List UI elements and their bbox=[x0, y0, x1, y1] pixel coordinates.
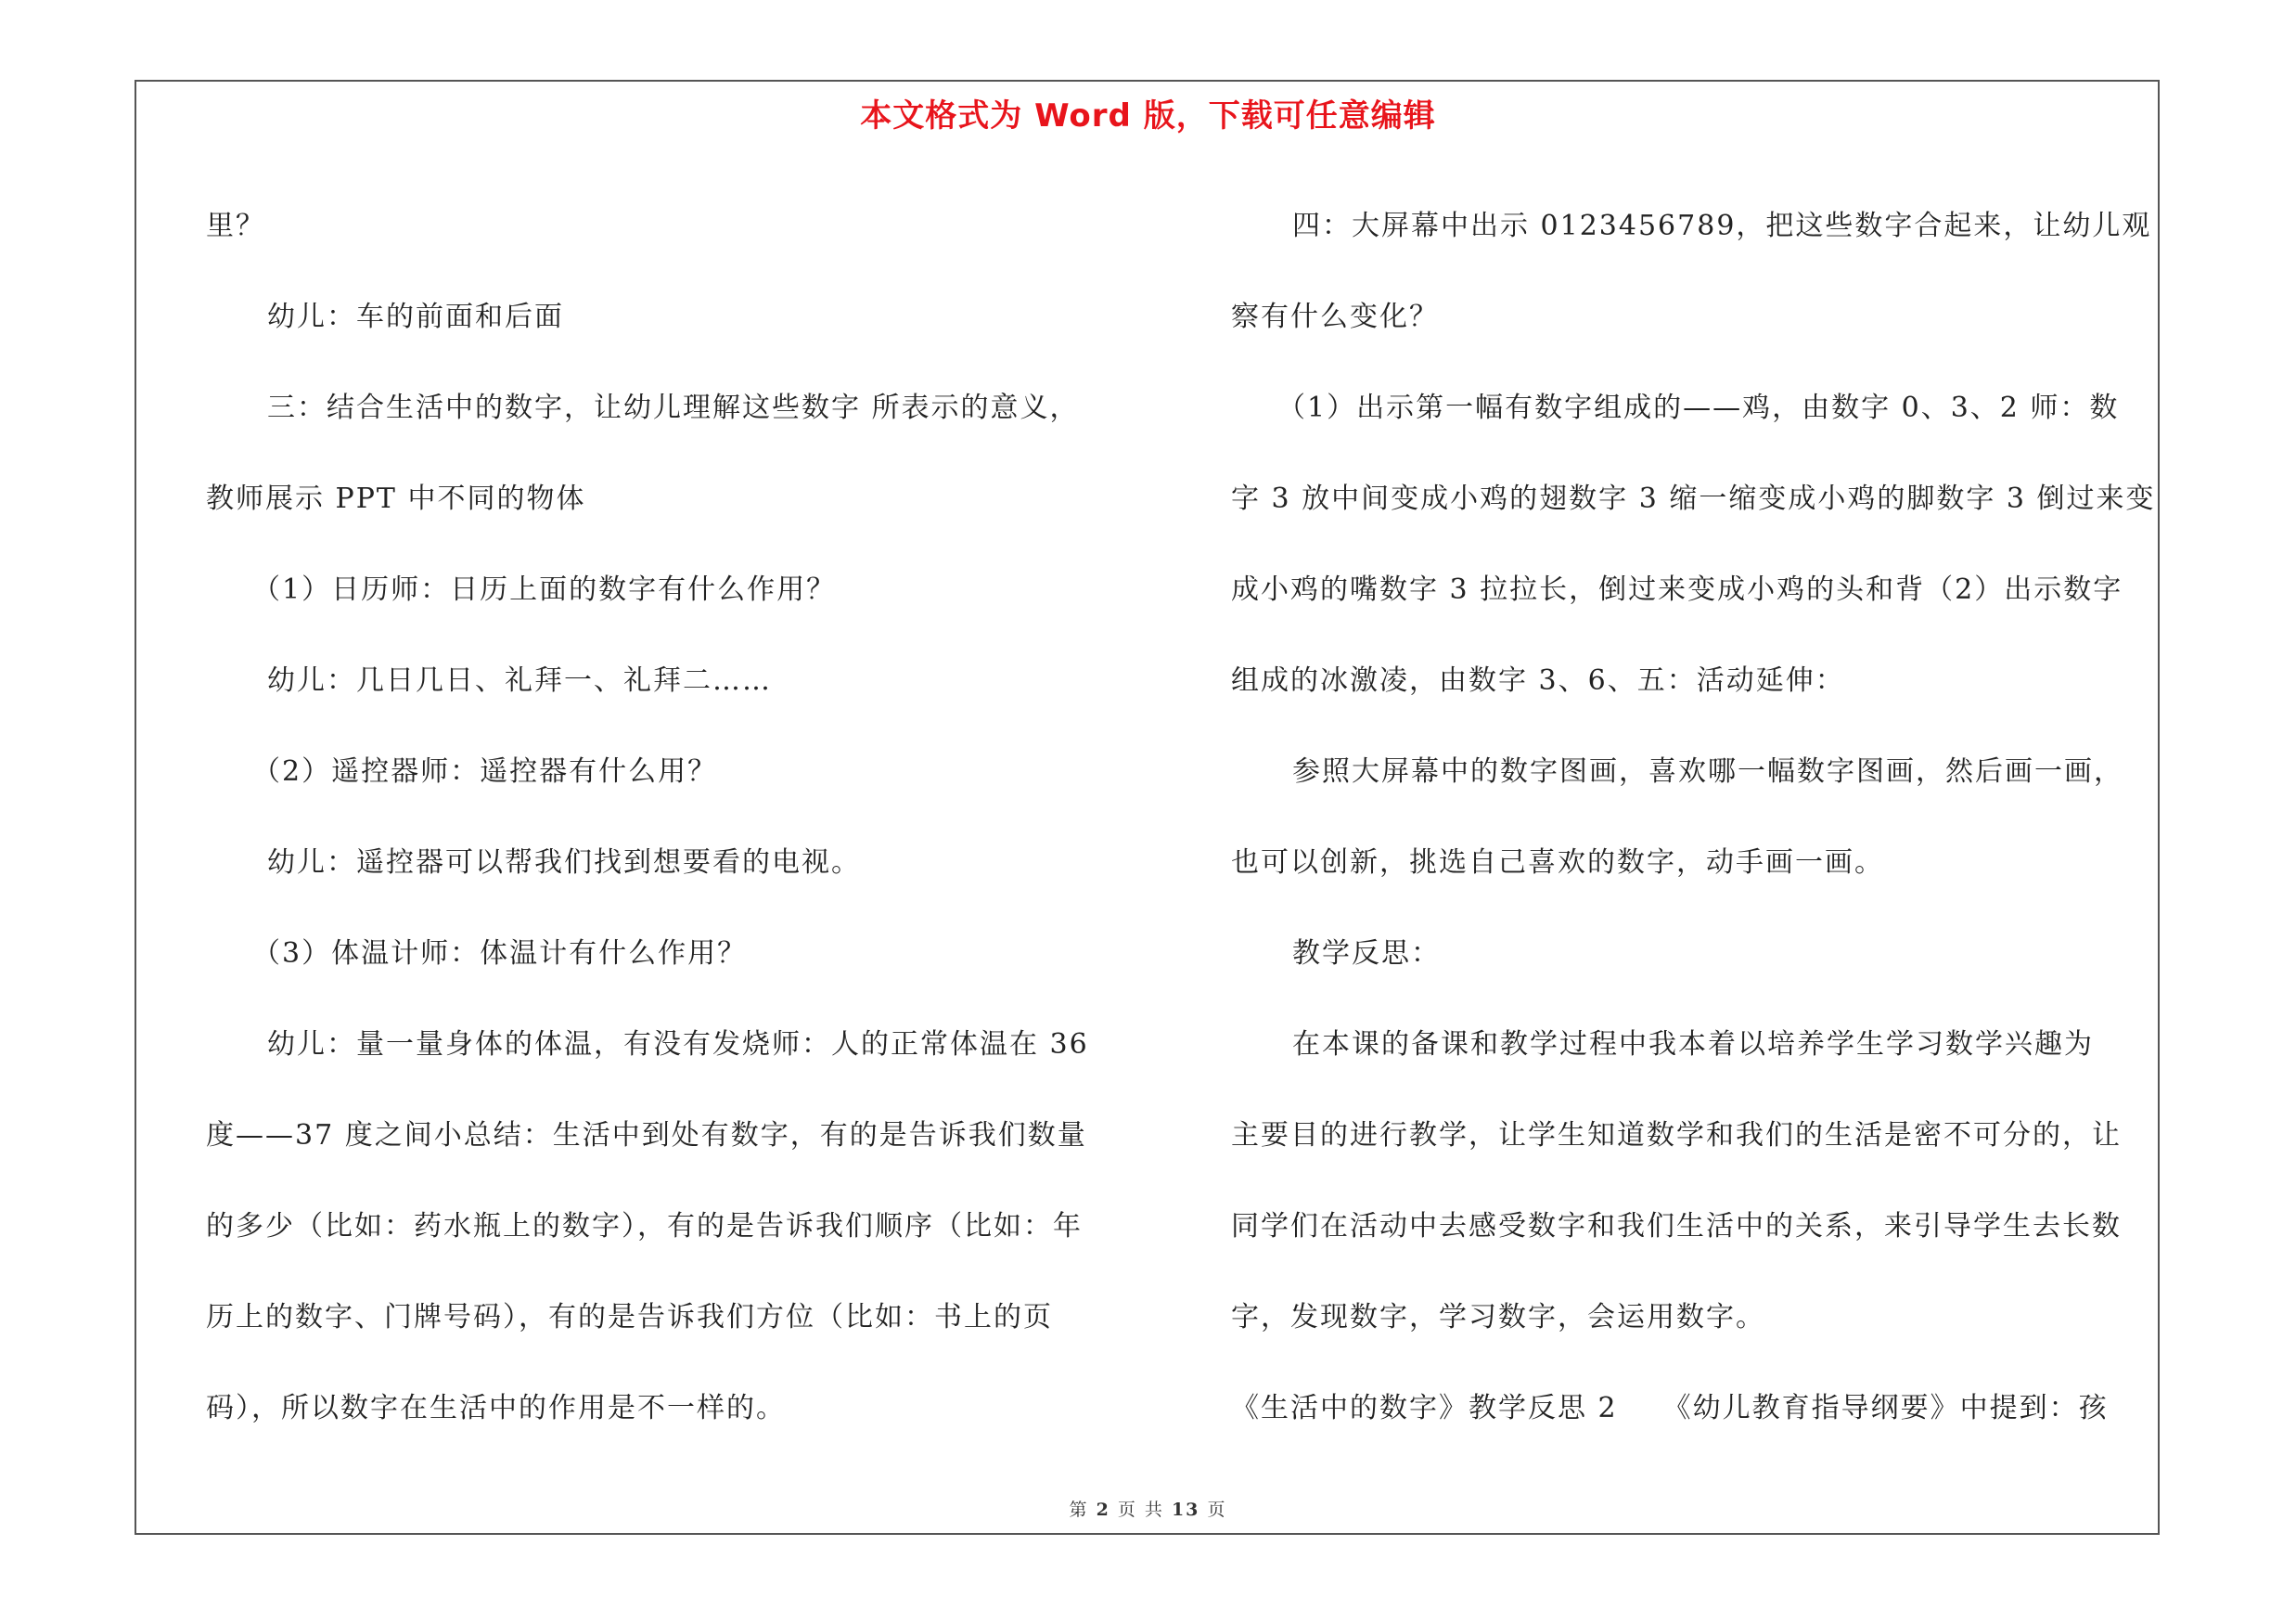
footer-middle: 页 共 bbox=[1117, 1500, 1164, 1520]
text-line: 也可以创新，挑选自己喜欢的数字，动手画一画。 bbox=[1231, 846, 1884, 879]
text-line: 字 3 放中间变成小鸡的翅数字 3 缩一缩变成小鸡的脚数字 3 倒过来变 bbox=[1231, 483, 2156, 515]
text-line: （3）体温计师：体温计有什么作用？ bbox=[252, 937, 748, 970]
text-line: 成小鸡的嘴数字 3 拉拉长，倒过来变成小鸡的头和背（2）出示数字 bbox=[1231, 573, 2123, 606]
text-line: （1）日历师：日历上面的数字有什么作用？ bbox=[252, 573, 837, 606]
text-line: （2）遥控器师：遥控器有什么用？ bbox=[252, 755, 718, 788]
total-page-count: 13 bbox=[1171, 1500, 1200, 1520]
text-line: 幼儿：车的前面和后面 bbox=[267, 301, 564, 333]
text-line: 历上的数字、门牌号码），有的是告诉我们方位（比如：书上的页 bbox=[206, 1301, 1053, 1333]
text-line: 教学反思： bbox=[1292, 937, 1441, 970]
text-line: 《生活中的数字》教学反思 2 《幼儿教育指导纲要》中提到：孩 bbox=[1231, 1392, 2109, 1424]
page-footer bbox=[0, 1496, 2296, 1521]
text-line: 教师展示 PPT 中不同的物体 bbox=[206, 483, 586, 515]
right-column bbox=[1231, 181, 2156, 1454]
text-line: 主要目的进行教学，让学生知道数学和我们的生活是密不可分的，让 bbox=[1231, 1119, 2122, 1152]
text-line: （1）出示第一幅有数字组成的——鸡，由数字 0、3、2 师：数 bbox=[1277, 392, 2120, 424]
text-line: 幼儿：几日几日、礼拜一、礼拜二…… bbox=[267, 664, 772, 697]
text-line: 组成的冰激凌，由数字 3、6、五：活动延伸： bbox=[1231, 664, 1845, 697]
text-line: 三：结合生活中的数字，让幼儿理解这些数字 所表示的意义， bbox=[267, 392, 1080, 424]
left-column bbox=[206, 181, 1120, 1454]
text-line: 幼儿：遥控器可以帮我们找到想要看的电视。 bbox=[267, 846, 861, 879]
text-line: 在本课的备课和教学过程中我本着以培养学生学习数学兴趣为 bbox=[1292, 1028, 2094, 1061]
text-line: 四：大屏幕中出示 0123456789，把这些数字合起来，让幼儿观 bbox=[1292, 210, 2152, 242]
text-line: 的多少（比如：药水瓶上的数字），有的是告诉我们顺序（比如：年 bbox=[206, 1210, 1083, 1243]
format-banner: 本文格式为 Word 版，下载可任意编辑 bbox=[860, 97, 1436, 135]
footer-prefix: 第 bbox=[1069, 1500, 1089, 1520]
text-line: 里？ bbox=[206, 210, 265, 242]
text-line: 字，发现数字，学习数字，会运用数字。 bbox=[1231, 1301, 1765, 1333]
text-line: 察有什么变化？ bbox=[1231, 301, 1439, 333]
footer-suffix: 页 bbox=[1207, 1500, 1227, 1520]
text-line: 度——37 度之间小总结：生活中到处有数字，有的是告诉我们数量 bbox=[206, 1119, 1087, 1152]
text-line: 码），所以数字在生活中的作用是不一样的。 bbox=[206, 1392, 786, 1424]
text-line: 参照大屏幕中的数字图画，喜欢哪一幅数字图画，然后画一画， bbox=[1292, 755, 2123, 788]
text-line: 幼儿：量一量身体的体温，有没有发烧师：人的正常体温在 36 bbox=[267, 1028, 1089, 1061]
text-line: 同学们在活动中去感受数字和我们生活中的关系，来引导学生去长数 bbox=[1231, 1210, 2122, 1243]
current-page-number: 2 bbox=[1096, 1500, 1110, 1520]
